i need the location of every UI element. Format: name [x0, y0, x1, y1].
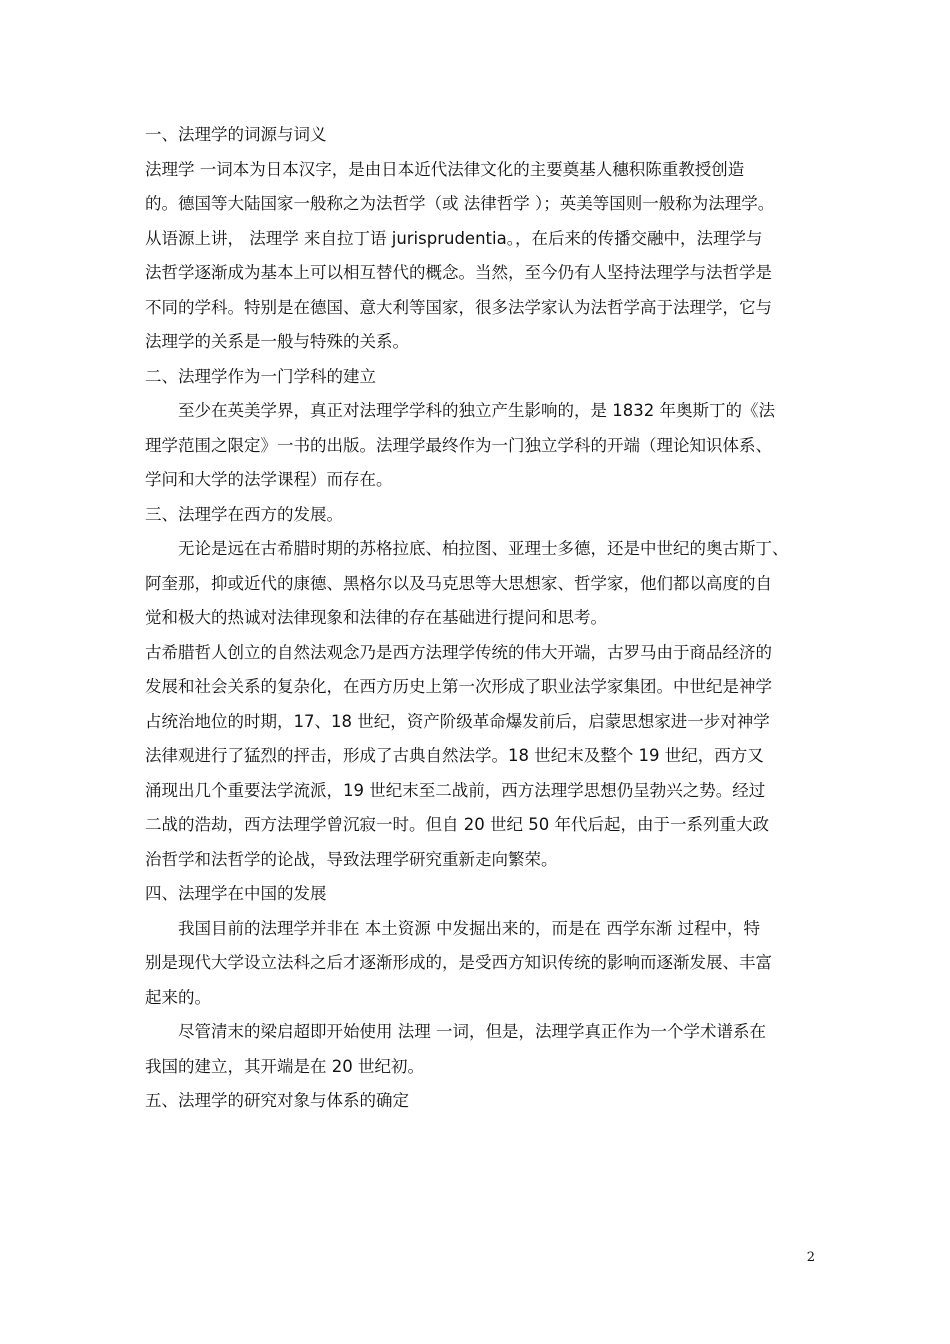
- paragraph-line: 治哲学和法哲学的论战，导致法理学研究重新走向繁荣。: [145, 849, 558, 869]
- paragraph-line: 不同的学科。特别是在德国、意大利等国家，很多法学家认为法哲学高于法理学，它与: [145, 297, 772, 317]
- section-heading: 四、法理学在中国的发展: [145, 884, 327, 903]
- paragraph-line: 发展和社会关系的复杂化，在西方历史上第一次形成了职业法学家集团。中世纪是神学: [145, 677, 772, 696]
- paragraph-line: 占统治地位的时期，17、18 世纪，资产阶级革命爆发前后，启蒙思想家进一步对神学: [145, 711, 770, 731]
- paragraph-line: 阿奎那，抑或近代的康德、黑格尔以及马克思等大思想家、哲学家，他们都以高度的自: [145, 573, 772, 593]
- paragraph-line: 二战的浩劫，西方法理学曾沉寂一时。但自 20 世纪 50 年代后起，由于一系列重大政: [145, 815, 769, 834]
- paragraph-line: 我国目前的法理学并非在 本土资源 中发掘出来的，而是在 西学东渐 过程中，特: [178, 918, 760, 938]
- paragraph-line: 我国的建立，其开端是在 20 世纪初。: [145, 1056, 424, 1076]
- section-heading: 三、法理学在西方的发展。: [145, 504, 343, 524]
- paragraph-line: 从语源上讲， 法理学 来自拉丁语 jurisprudentia。，在后来的传播交融中，法理学与: [145, 228, 763, 248]
- page-number: 2: [806, 1250, 815, 1265]
- paragraph-line: 涌现出几个重要法学流派，19 世纪末至二战前，西方法理学思想仍呈勃兴之势。经过: [145, 780, 766, 800]
- paragraph-line: 无论是远在古希腊时期的苏格拉底、柏拉图、亚理士多德，还是中世纪的奥古斯丁、: [178, 539, 789, 558]
- paragraph-line: 古希腊哲人创立的自然法观念乃是西方法理学传统的伟大开端，古罗马由于商品经济的: [145, 642, 772, 662]
- paragraph-line: 法理学的关系是一般与特殊的关系。: [145, 332, 409, 351]
- document-body: [145, 118, 809, 1119]
- section-heading: 二、法理学作为一门学科的建立: [145, 366, 376, 386]
- section-heading: 一、法理学的词源与词义: [145, 125, 327, 144]
- paragraph-line: 学问和大学的法学课程）而存在。: [145, 470, 393, 489]
- paragraph-line: 法理学 一词本为日本汉字，是由日本近代法律文化的主要奠基人穗积陈重教授创造: [145, 159, 745, 179]
- paragraph-line: 至少在英美学界，真正对法理学学科的独立产生影响的，是 1832 年奥斯丁的《法: [178, 401, 775, 420]
- paragraph-line: 尽管清末的梁启超即开始使用 法理 一词，但是，法理学真正作为一个学术谱系在: [178, 1022, 766, 1041]
- paragraph-line: 法哲学逐渐成为基本上可以相互替代的概念。当然，至今仍有人坚持法理学与法哲学是: [145, 263, 772, 282]
- paragraph-line: 的。德国等大陆国家一般称之为法哲学（或 法律哲学 ）；英美等国则一般称为法理学。: [145, 194, 775, 213]
- section-heading: 五、法理学的研究对象与体系的确定: [145, 1091, 409, 1110]
- paragraph-line: 起来的。: [145, 987, 211, 1007]
- paragraph-line: 法律观进行了猛烈的抨击，形成了古典自然法学。18 世纪末及整个 19 世纪，西方又: [145, 746, 764, 765]
- paragraph-line: 别是现代大学设立法科之后才逐渐形成的，是受西方知识传统的影响而逐渐发展、丰富: [145, 953, 772, 972]
- paragraph-line: 理学范围之限定》一书的出版。法理学最终作为一门独立学科的开端（理论知识体系、: [145, 435, 772, 455]
- paragraph-line: 觉和极大的热诚对法律现象和法律的存在基础进行提问和思考。: [145, 608, 607, 627]
